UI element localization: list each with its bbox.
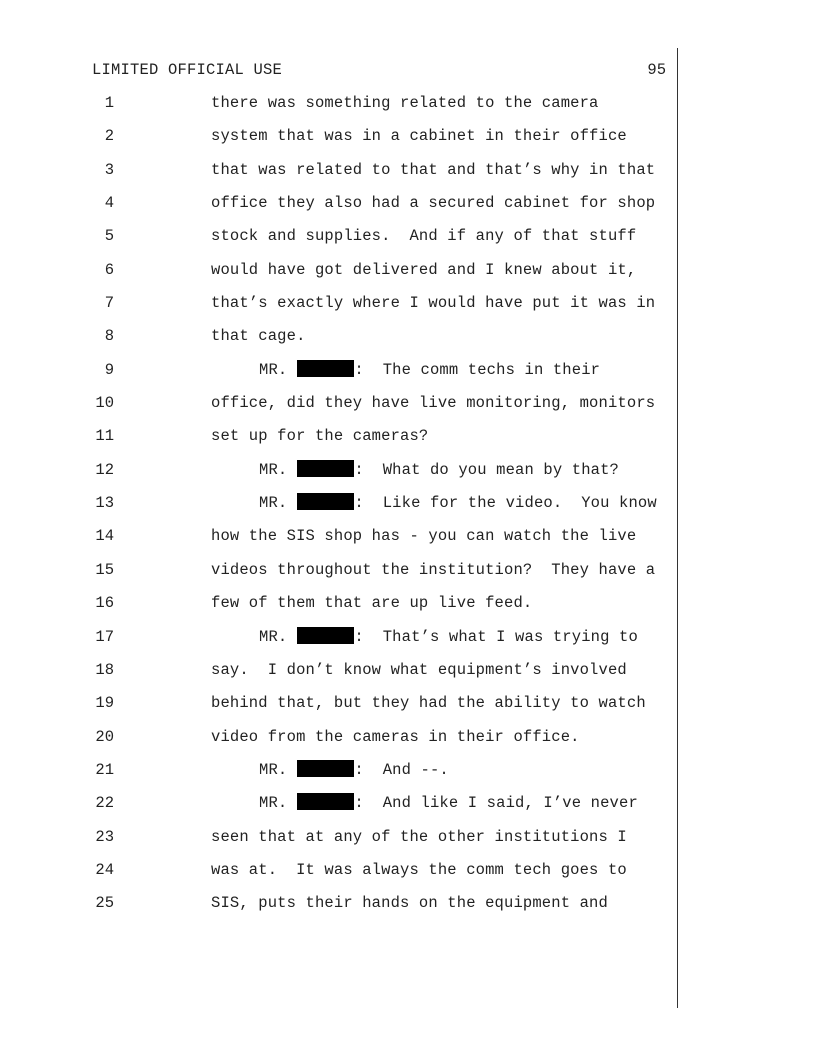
- transcript-line: [0, 492, 816, 525]
- line-number: 5: [104, 227, 114, 246]
- line-number: 8: [104, 327, 114, 346]
- speaker-line-text: [259, 459, 619, 481]
- line-text: system that was in a cabinet in their office: [211, 127, 627, 146]
- line-text: SIS, puts their hands on the equipment and: [211, 894, 608, 913]
- transcript-line: [0, 559, 816, 592]
- line-number: 7: [104, 294, 114, 313]
- transcript-line: [0, 125, 816, 158]
- line-number: 4: [104, 194, 114, 213]
- speaker-prefix: MR.: [259, 794, 288, 813]
- redaction-box: [297, 360, 354, 377]
- transcript-line: [0, 92, 816, 125]
- line-number: 21: [95, 760, 114, 779]
- classification-header: LIMITED OFFICIAL USE: [92, 61, 283, 79]
- line-text: seen that at any of the other institutions I: [211, 827, 627, 846]
- line-text: set up for the cameras?: [211, 427, 429, 446]
- line-number: 10: [95, 394, 114, 413]
- line-number: 3: [104, 160, 114, 179]
- line-number: 6: [104, 260, 114, 279]
- speaker-prefix: MR.: [259, 760, 288, 779]
- transcript-line: [0, 826, 816, 859]
- speaker-statement: : And --.: [354, 760, 449, 779]
- line-number: 17: [95, 627, 114, 646]
- line-number: 2: [104, 127, 114, 146]
- line-number: 16: [95, 594, 114, 613]
- transcript-line: [0, 325, 816, 358]
- line-number: 19: [95, 694, 114, 713]
- line-number: 25: [95, 894, 114, 913]
- line-text: stock and supplies. And if any of that stuff: [211, 227, 637, 246]
- line-number: 18: [95, 660, 114, 679]
- speaker-statement: : The comm techs in their: [354, 360, 601, 379]
- speaker-statement: : That’s what I was trying to: [354, 627, 638, 646]
- redaction-box: [297, 627, 354, 644]
- redaction-box: [297, 793, 354, 810]
- transcript-line: [0, 259, 816, 292]
- transcript-line: [0, 792, 816, 825]
- transcript-lines: [0, 92, 816, 926]
- line-number: 22: [95, 794, 114, 813]
- transcript-line: [0, 459, 816, 492]
- line-number: 9: [104, 360, 114, 379]
- line-text: would have got delivered and I knew about it,: [211, 260, 637, 279]
- redaction-box: [297, 493, 354, 510]
- line-text: was at. It was always the comm tech goes to: [211, 860, 627, 879]
- transcript-line: [0, 292, 816, 325]
- transcript-line: [0, 592, 816, 625]
- speaker-line-text: [259, 626, 638, 648]
- transcript-line: [0, 759, 816, 792]
- transcript-line: [0, 692, 816, 725]
- line-number: 13: [95, 494, 114, 513]
- speaker-prefix: MR.: [259, 360, 288, 379]
- transcript-line: [0, 159, 816, 192]
- page-number: 95: [647, 61, 666, 79]
- transcript-line: [0, 726, 816, 759]
- speaker-statement: : What do you mean by that?: [354, 460, 620, 479]
- line-text: that was related to that and that’s why in that: [211, 160, 656, 179]
- line-text: videos throughout the institution? They have a: [211, 560, 656, 579]
- transcript-line: [0, 392, 816, 425]
- speaker-prefix: MR.: [259, 460, 288, 479]
- transcript-line: [0, 892, 816, 925]
- speaker-statement: : Like for the video. You know: [354, 494, 657, 513]
- line-number: 12: [95, 460, 114, 479]
- transcript-line: [0, 626, 816, 659]
- speaker-statement: : And like I said, I’ve never: [354, 794, 638, 813]
- speaker-prefix: MR.: [259, 494, 288, 513]
- line-text: that cage.: [211, 327, 306, 346]
- transcript-line: [0, 525, 816, 558]
- line-number: 23: [95, 827, 114, 846]
- line-number: 15: [95, 560, 114, 579]
- line-number: 1: [104, 94, 114, 112]
- line-text: that’s exactly where I would have put it was in: [211, 294, 656, 313]
- line-text: video from the cameras in their office.: [211, 727, 580, 746]
- line-text: office, did they have live monitoring, monitors: [211, 394, 656, 413]
- line-number: 11: [95, 427, 114, 446]
- line-text: there was something related to the camera: [211, 94, 599, 112]
- line-number: 20: [95, 727, 114, 746]
- line-text: office they also had a secured cabinet for shop: [211, 194, 656, 213]
- line-number: 14: [95, 527, 114, 546]
- speaker-line-text: [259, 792, 638, 814]
- transcript-line: [0, 225, 816, 258]
- speaker-line-text: [259, 359, 600, 381]
- transcript-line: [0, 359, 816, 392]
- line-text: few of them that are up live feed.: [211, 594, 533, 613]
- speaker-prefix: MR.: [259, 627, 288, 646]
- transcript-line: [0, 425, 816, 458]
- transcript-line: [0, 859, 816, 892]
- redaction-box: [297, 460, 354, 477]
- line-number: 24: [95, 860, 114, 879]
- line-text: how the SIS shop has - you can watch the live: [211, 527, 637, 546]
- line-text: behind that, but they had the ability to watch: [211, 694, 646, 713]
- redaction-box: [297, 760, 354, 777]
- transcript-line: [0, 192, 816, 225]
- speaker-line-text: [259, 492, 657, 514]
- line-text: say. I don’t know what equipment’s involved: [211, 660, 627, 679]
- transcript-line: [0, 659, 816, 692]
- speaker-line-text: [259, 759, 449, 781]
